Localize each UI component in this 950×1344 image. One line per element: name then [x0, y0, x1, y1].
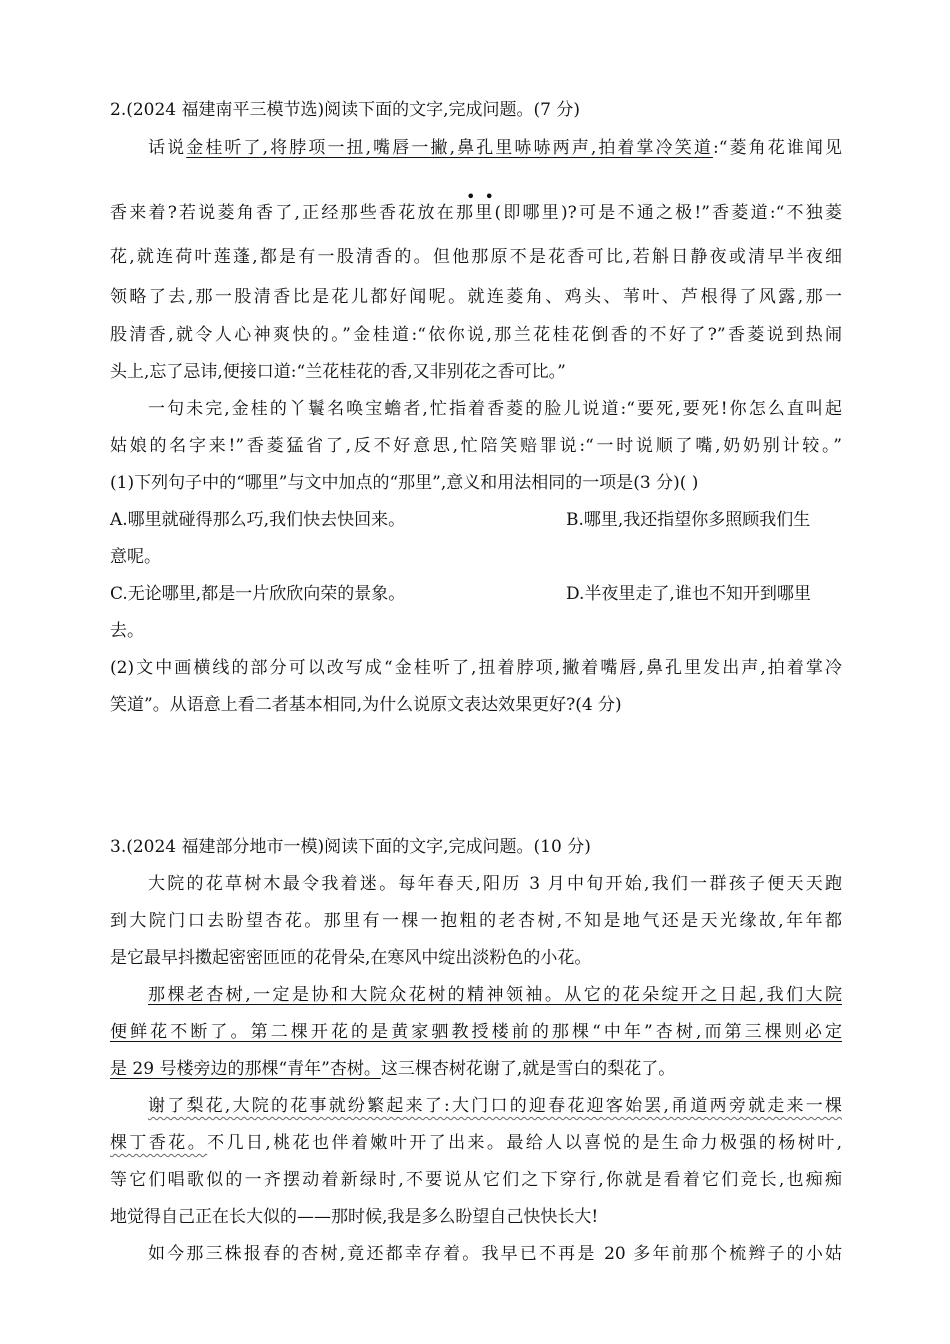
q3-p2-text: 这三棵杏树花谢了,就是雪白的梨花了。: [380, 1059, 676, 1079]
q2-subquestion-1: (1)下列句子中的“哪里”与文中加点的“那里”,意义和用法相同的一项是(3 分)( ): [110, 473, 699, 493]
q2-p1-line6: 头上,忘了忌讳,便接口道:“兰花桂花的香,又非别花之香可比。”: [110, 362, 566, 382]
q2-subquestion-2: (2)文中画横线的部分可以改写成“金桂听了,扭着脖项,撇着嘴唇,鼻孔里发出声,拍着掌冷: [110, 658, 842, 678]
emphasis-dots: ••: [466, 187, 503, 206]
q2-option-d-cont: 去。: [110, 621, 144, 641]
q3-p3-line2: [110, 1132, 842, 1154]
q2-p1-line4: 领略了去,那一股清香比是花儿都好闻呢。就连菱角、鸡头、苇叶、芦根得了风露,那一: [110, 287, 842, 307]
q3-p3-text: 不几日,桃花也伴着嫩叶开了出来。最给人以喜悦的是生命力极强的杨树叶,: [207, 1133, 843, 1153]
q2-option-b-cont: 意呢。: [110, 547, 161, 567]
q2-option-d: D.半夜里走了,谁也不知开到哪里: [566, 584, 811, 604]
q2-underlined-sentence: 金桂听了,将脖项一扭,嘴唇一撇,鼻孔里哧哧两声,拍着掌冷笑道: [186, 138, 713, 158]
q2-option-b: B.哪里,我还指望你多照顾我们生: [566, 510, 811, 530]
q2-subquestion-2-cont: 笑道”。从语意上看二者基本相同,为什么说原文表达效果更好?(4 分): [110, 695, 622, 715]
q3-p1-line1: 大院的花草树木最令我着迷。每年春天,阳历 3 月中旬开始,我们一群孩子便天天跑: [148, 874, 842, 894]
q2-p1-line1: [148, 137, 842, 159]
q2-p2-line2: 姑娘的名字来!”香菱猛省了,反不好意思,忙陪笑赔罪说:“一时说顺了嘴,奶奶别计较。”: [110, 436, 842, 456]
q2-p1-line3: 花,就连荷叶莲蓬,都是有一股清香的。但他那原不是花香可比,若斛日静夜或清早半夜细: [110, 247, 842, 267]
q2-p1-text: :“菱角花谁闻见: [712, 138, 843, 158]
q3-p2-line3: [110, 1058, 842, 1080]
option-a-text: A.哪里就碰得那么巧,我们快去快回来。: [110, 510, 406, 530]
q2-p1-text: 话说: [148, 138, 187, 158]
q3-wavy-text-end: 棵丁香花。: [110, 1133, 208, 1153]
q2-p1-line5: 股清香,就令人心神爽快的。”金桂道:“依你说,那兰花桂花倒香的不好了?”香菱说到热闹: [110, 325, 842, 345]
q2-header: 2.(2024 福建南平三模节选)阅读下面的文字,完成问题。(7 分): [110, 100, 581, 120]
q2-p2-line1: 一句未完,金桂的丫鬟名唤宝蟾者,忙指着香菱的脸儿说道:“要死,要死!你怎么直叫起: [148, 399, 842, 419]
q3-underlined-line1: 那棵老杏树,一定是协和大院众花树的精神领袖。从它的花朵绽开之日起,我们大院: [148, 985, 842, 1005]
q2-p1-line2: 香来着?若说菱角香了,正经那些香花放在那里(即哪里)?可是不通之极!”香菱道:“不独菱: [110, 203, 842, 223]
q3-wavy-text: 谢了梨花,大院的花事就纷繁起来了:大门口的迎春花迎客始罢,甬道两旁就走来一棵: [148, 1096, 842, 1116]
q3-p3-line3: 等它们唱歌似的一齐摆动着新绿时,不要说从它们之下穿行,你就是看着它们竞长,也痴痴: [110, 1170, 842, 1190]
q2-option-c: C.无论哪里,都是一片欣欣向荣的景象。: [110, 584, 406, 604]
q3-p1-line2: 到大院门口去盼望杏花。那里有一棵一抱粗的老杏树,不知是地气还是天光缘故,年年都: [110, 911, 842, 931]
q3-p3-line1: [148, 1095, 842, 1117]
q3-underlined-line2: 便鲜花不断了。第二棵开花的是黄家驷教授楼前的那棵“中年”杏树,而第三棵则必定: [110, 1022, 842, 1042]
q3-underlined-line3: 是 29 号楼旁边的那棵“青年”杏树。: [110, 1059, 381, 1079]
q3-header: 3.(2024 福建部分地市一模)阅读下面的文字,完成问题。(10 分): [110, 837, 591, 857]
q3-p1-line3: 是它最早抖擞起密密匝匝的花骨朵,在寒风中绽出淡粉色的小花。: [110, 948, 592, 968]
q3-p3-line4: 地觉得自己正在长大似的——那时候,我是多么盼望自己快快长大!: [110, 1207, 599, 1227]
q3-p4-line1: 如今那三株报春的杏树,竟还都幸存着。我早已不再是 20 多年前那个梳辫子的小姑: [148, 1244, 842, 1264]
